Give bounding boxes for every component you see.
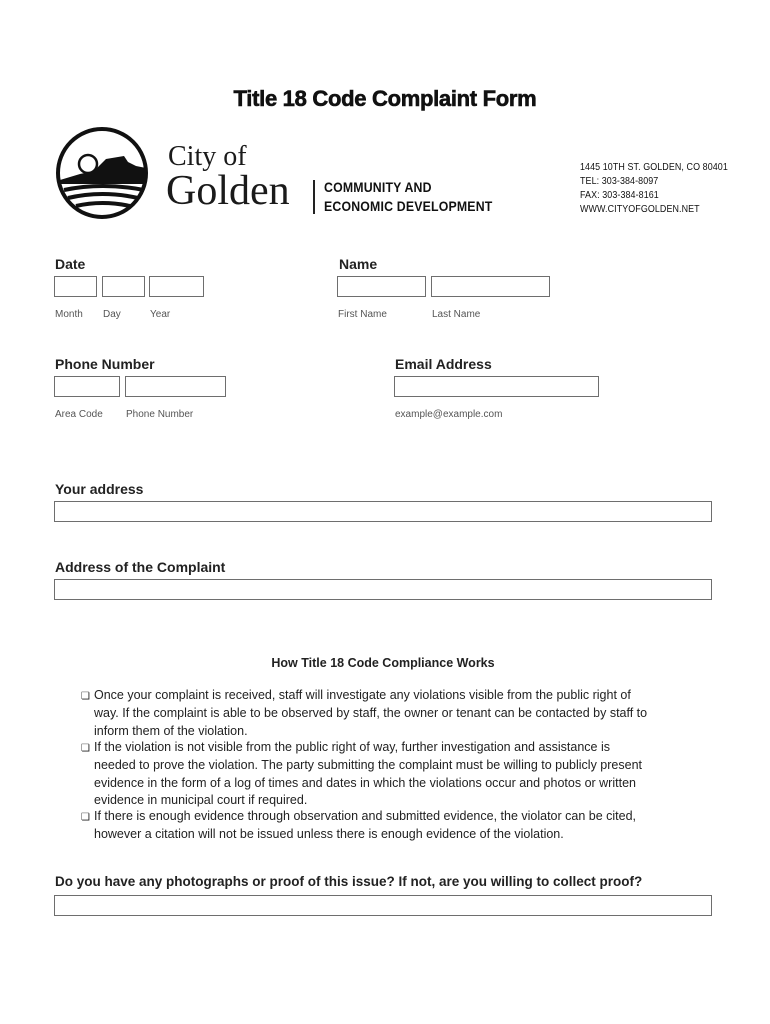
phone-number-sublabel: Phone Number (126, 409, 194, 420)
month-input[interactable] (54, 276, 97, 297)
first-name-input[interactable] (337, 276, 426, 297)
year-sublabel: Year (150, 309, 171, 320)
city-of-golden-logo-icon (54, 126, 154, 220)
email-input[interactable] (394, 376, 599, 397)
your-address-label: Your address (55, 481, 144, 497)
month-sublabel: Month (55, 309, 83, 320)
page-title: Title 18 Code Complaint Form (233, 86, 537, 111)
last-name-input[interactable] (431, 276, 550, 297)
logo-golden-text: Golden (166, 168, 290, 214)
name-label: Name (339, 256, 378, 272)
contact-fax: FAX: 303-384-8161 (580, 189, 659, 201)
logo-city-of-text: City of (168, 141, 247, 172)
phone-label: Phone Number (55, 356, 155, 372)
date-label: Date (55, 256, 86, 272)
checkbox-bullet-icon: ❏ (81, 691, 88, 702)
photos-answer-input[interactable] (54, 895, 712, 916)
complaint-address-input[interactable] (54, 579, 712, 600)
first-name-sublabel: First Name (338, 309, 387, 320)
photos-question-label: Do you have any photographs or proof of this issue? If not, are you willing to collect proof? (55, 874, 643, 889)
department-name (324, 178, 492, 216)
your-address-input[interactable] (54, 501, 712, 522)
area-code-input[interactable] (54, 376, 120, 397)
contact-tel: TEL: 303-384-8097 (580, 175, 659, 187)
info-bullet-1: ❏ Once your complaint is received, staff will investigate any violations visible from the public right of way. If the complaint is able to be observed by staff, the owner or tenant can be contacted by staff to inform them of the violation. (81, 688, 648, 738)
contact-info (580, 160, 728, 216)
last-name-sublabel: Last Name (432, 309, 481, 320)
email-hint: example@example.com (395, 409, 503, 420)
department-line-2: ECONOMIC DEVELOPMENT (324, 198, 493, 214)
department-line-1: COMMUNITY AND (324, 179, 432, 195)
header-divider (313, 180, 315, 214)
contact-address: 1445 10TH ST. GOLDEN, CO 80401 (580, 161, 728, 173)
year-input[interactable] (149, 276, 204, 297)
info-bullet-3: ❏ If there is enough evidence through observation and submitted evidence, the violator can be cited, however a citation will not be issued unless there is enough evidence of the violation. (81, 809, 637, 842)
info-bullet-2: ❏ If the violation is not visible from the public right of way, further investigation and assistance is needed to prove the violation. The party submitting the complaint must be willing to publicly present evidence in the form of a log of times and dates in which the violations occur and photos or written evidence in municipal court if required. (81, 740, 642, 807)
day-input[interactable] (102, 276, 145, 297)
area-code-sublabel: Area Code (55, 409, 103, 420)
complaint-address-label: Address of the Complaint (55, 559, 226, 575)
day-sublabel: Day (103, 309, 121, 320)
how-it-works-title: How Title 18 Code Compliance Works (271, 656, 495, 670)
checkbox-bullet-icon: ❏ (81, 743, 88, 754)
email-label: Email Address (395, 356, 492, 372)
checkbox-bullet-icon: ❏ (81, 812, 88, 823)
phone-number-input[interactable] (125, 376, 226, 397)
contact-web: WWW.CITYOFGOLDEN.NET (580, 203, 700, 215)
